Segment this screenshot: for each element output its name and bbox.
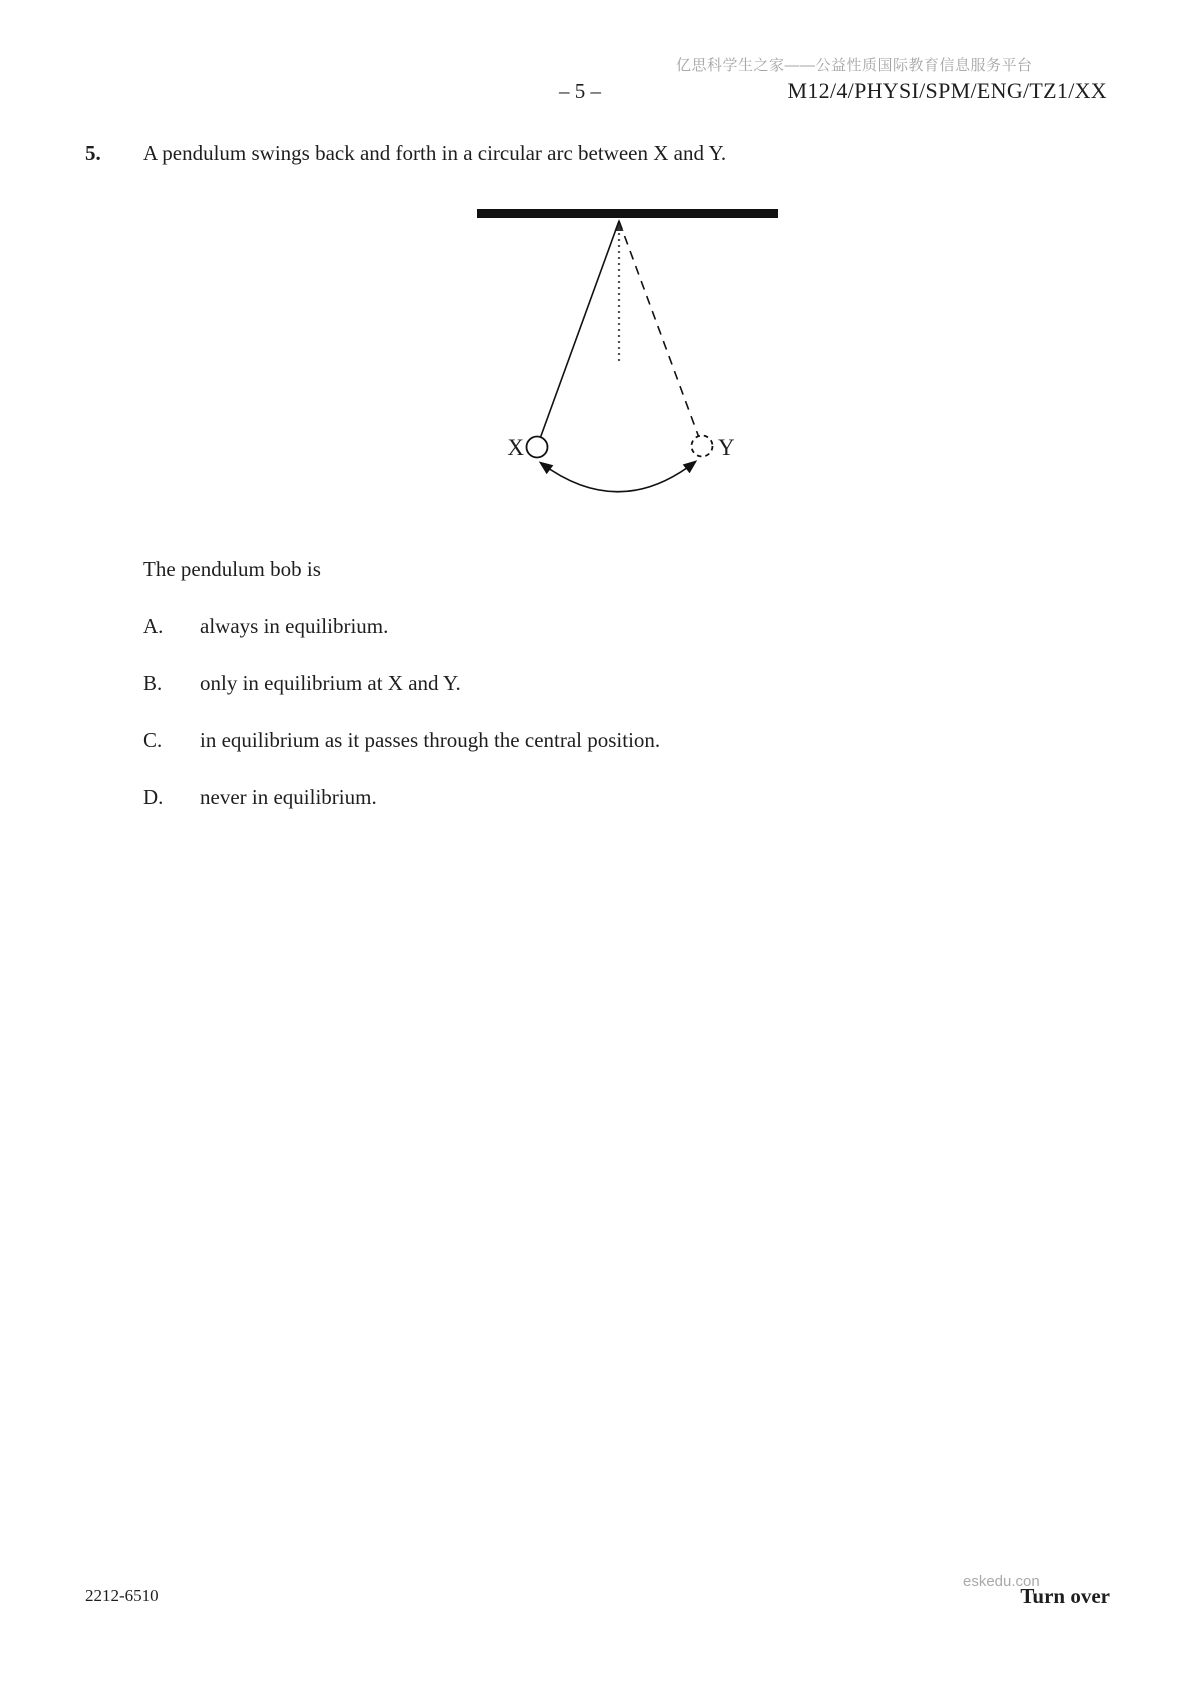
string-dashed-y [619, 221, 698, 436]
option-a-text: always in equilibrium. [200, 614, 389, 638]
option-b-letter: B. [143, 671, 163, 695]
label-y: Y [718, 435, 735, 460]
question-text: A pendulum swings back and forth in a circular arc between X and Y. [143, 141, 727, 165]
option-a-letter: A. [143, 614, 164, 638]
paper-code: M12/4/PHYSI/SPM/ENG/TZ1/XX [787, 78, 1107, 103]
document-code: 2212-6510 [85, 1586, 159, 1605]
ceiling-bar [477, 209, 778, 218]
option-c-letter: C. [143, 728, 163, 752]
label-x: X [507, 435, 524, 460]
pendulum-diagram [440, 185, 800, 515]
option-d-letter: D. [143, 785, 164, 809]
question-number: 5. [85, 141, 101, 165]
question-stem: The pendulum bob is [143, 557, 321, 581]
option-c-text: in equilibrium as it passes through the central position. [200, 728, 661, 752]
bob-x [527, 437, 548, 458]
bob-y [692, 436, 713, 457]
option-d-text: never in equilibrium. [200, 785, 377, 809]
page-number: – 5 – [559, 79, 601, 103]
string-solid-x [541, 221, 619, 437]
swing-arc [541, 462, 695, 492]
footer-watermark: eskedu.con [963, 1573, 1040, 1590]
option-b-text: only in equilibrium at X and Y. [200, 671, 461, 695]
turn-over-label: Turn over [1020, 1584, 1110, 1608]
header-watermark: 亿思科学生之家——公益性质国际教育信息服务平台 [676, 57, 1033, 74]
